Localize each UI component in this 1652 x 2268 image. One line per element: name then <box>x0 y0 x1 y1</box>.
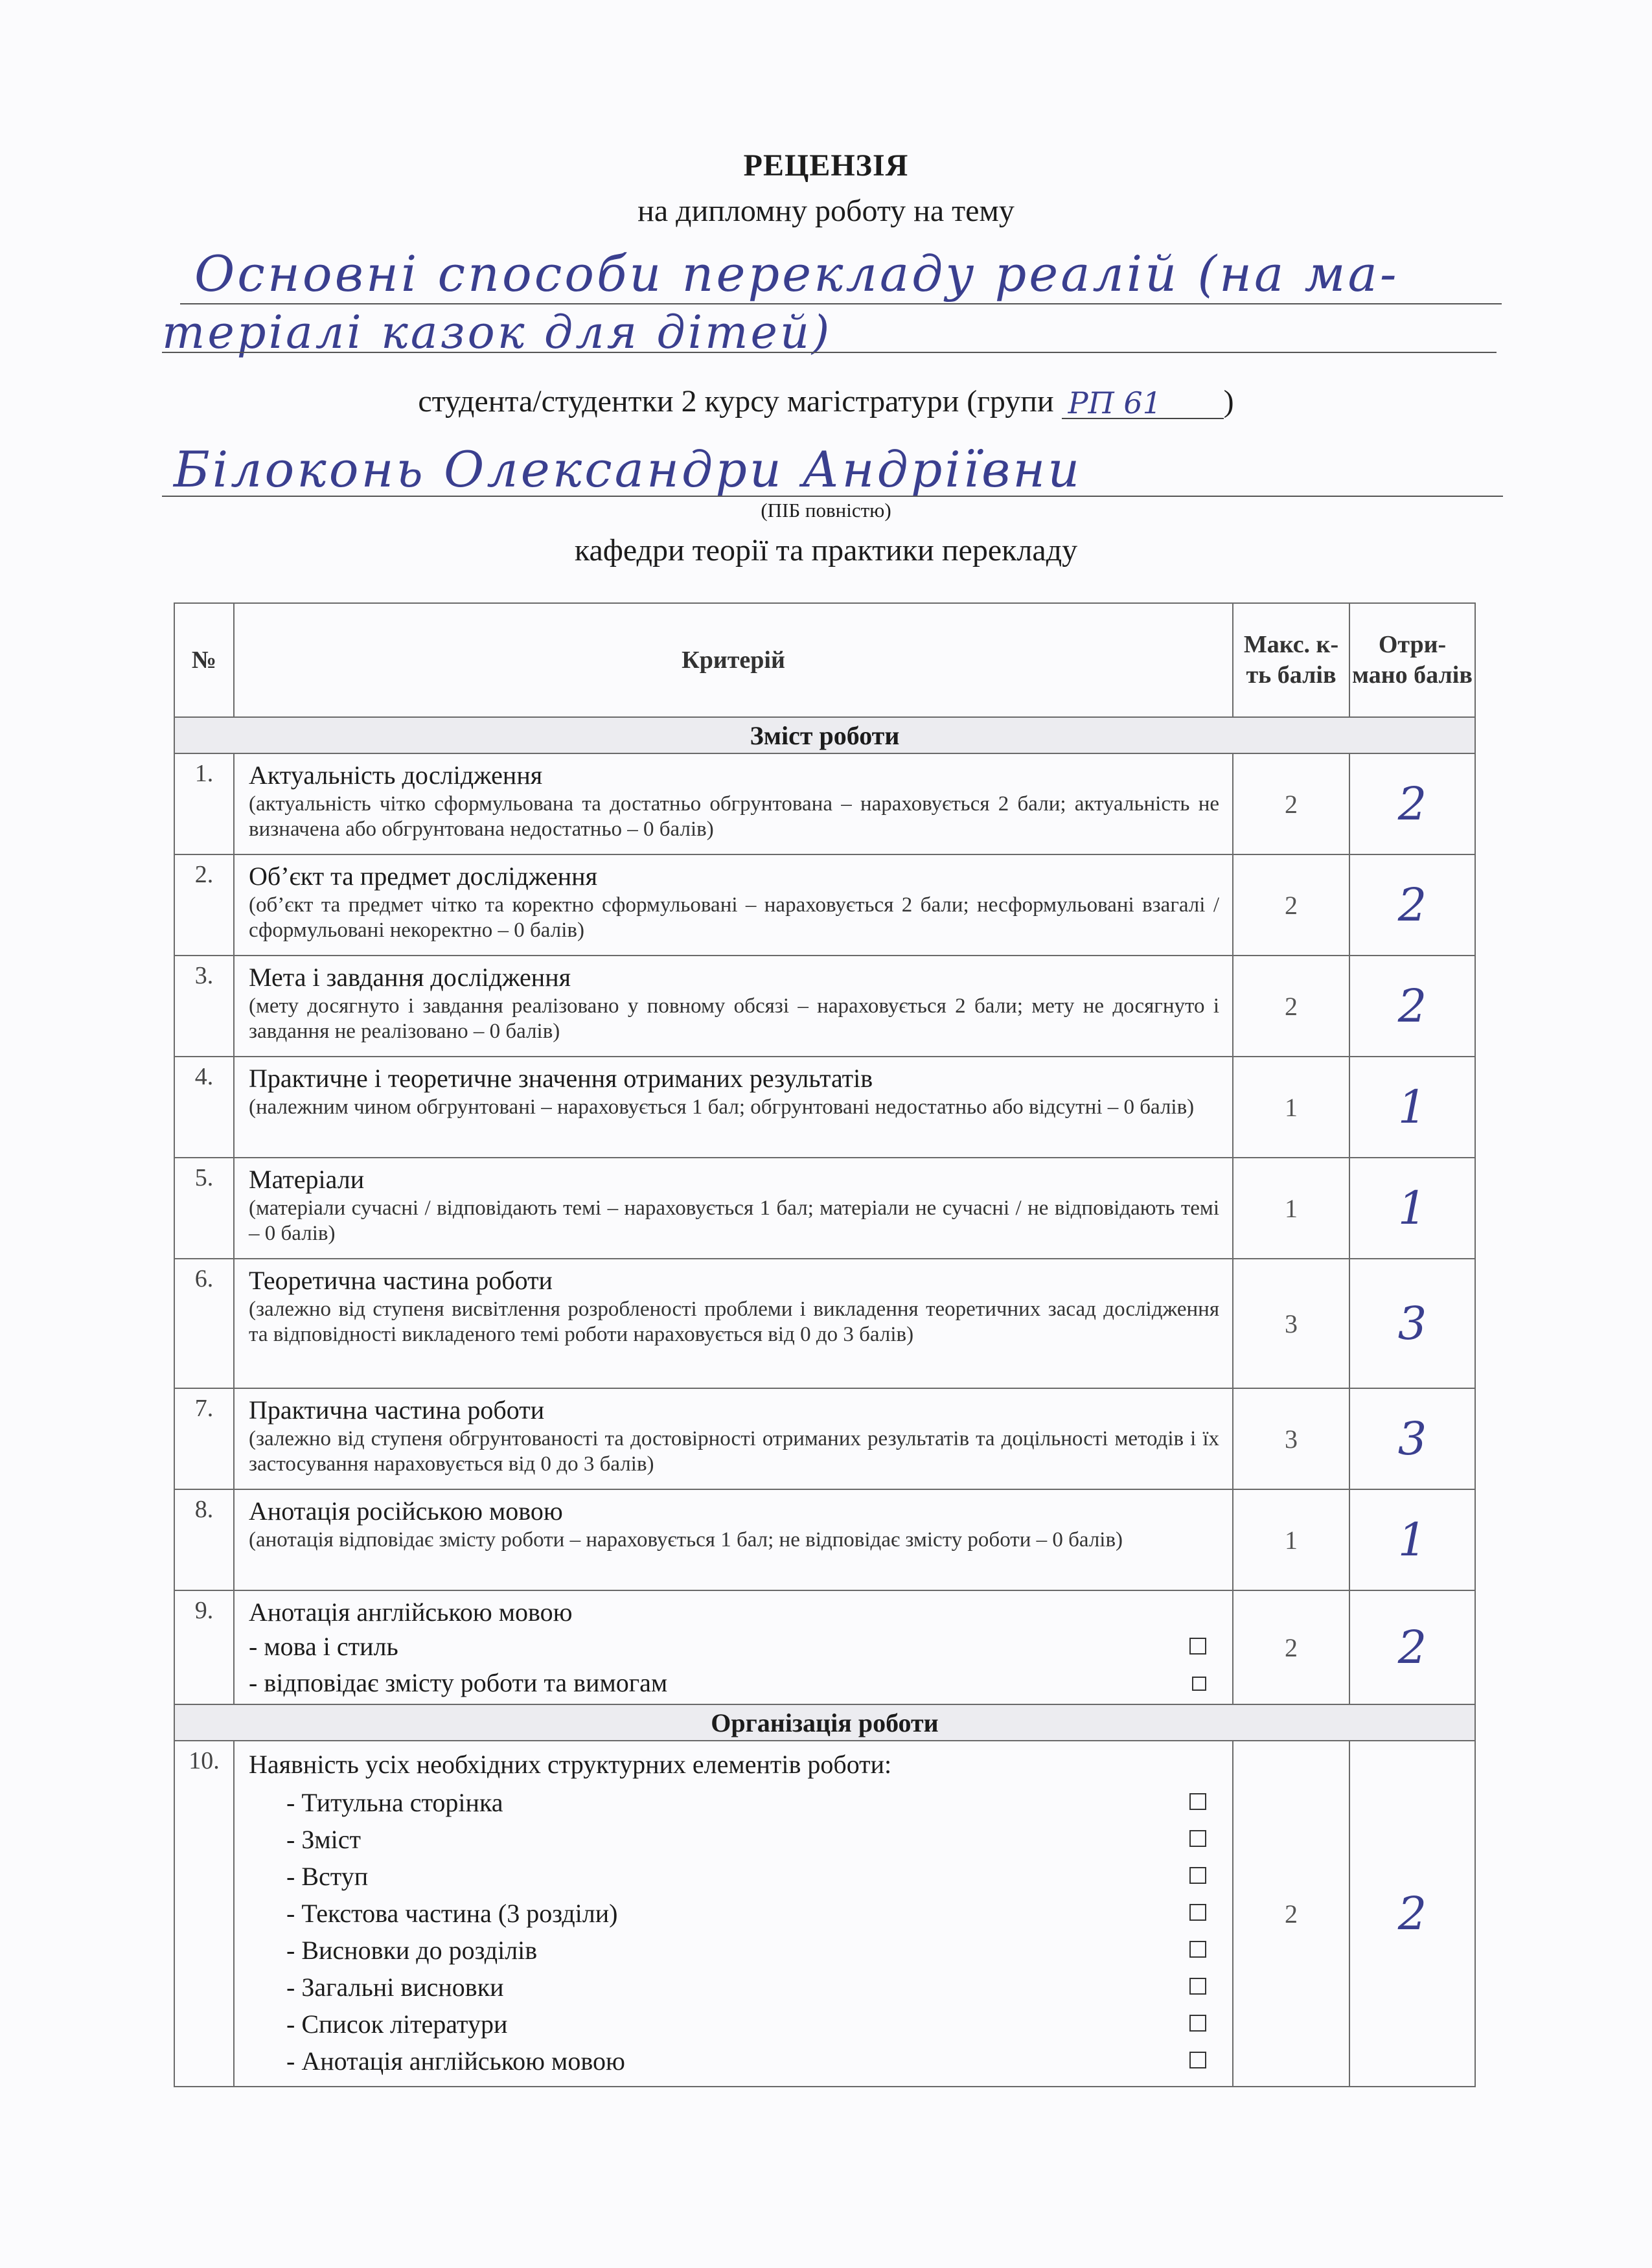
table-row <box>174 753 1475 854</box>
section-row <box>174 717 1475 753</box>
criterion-name: Практичне і теоретичне значення отриманих результатів <box>249 1064 873 1093</box>
max-score: 2 <box>1233 854 1349 956</box>
subitem-label: - мова і стиль <box>249 1632 398 1661</box>
col-num-header: № <box>174 603 234 717</box>
checkbox[interactable] <box>1189 1638 1206 1655</box>
max-score: 2 <box>1233 956 1349 1057</box>
criterion-desc: (анотація відповідає змісту роботи – нараховується 1 бал; не відповідає змісту роботи – 0 балів) <box>249 1528 1123 1552</box>
student-suffix: ) <box>1223 384 1234 418</box>
list-item <box>235 2006 1232 2043</box>
row-num: 1. <box>174 753 234 854</box>
section-content-title: Зміст роботи <box>174 717 1475 753</box>
criterion-desc: (належним чином обгрунтовані – нараховується 1 бал; обгрунтовані недостатньо або відсутні – 0 балів) <box>249 1095 1195 1119</box>
max-score: 1 <box>1233 1489 1349 1590</box>
row-num: 5. <box>174 1158 234 1259</box>
row-criterion <box>234 1489 1233 1590</box>
checkbox[interactable] <box>1189 1830 1206 1847</box>
received-score: 1 <box>1349 1057 1475 1158</box>
criterion-name: Мета і завдання дослідження <box>249 963 571 992</box>
criterion-name: Анотація російською мовою <box>249 1496 563 1526</box>
table-row <box>174 1388 1475 1489</box>
row-num: 3. <box>174 956 234 1057</box>
col-max-header: Макс. к-ть балів <box>1233 603 1349 717</box>
criterion-desc: (мету досягнуто і завдання реалізовано у повному обсязі – нараховується 2 бали; мету не досягнуто і завдання не реалізовано – 0 балів) <box>249 994 1219 1043</box>
name-underline <box>162 496 1503 497</box>
row-criterion <box>234 1741 1233 2087</box>
max-score: 1 <box>1233 1057 1349 1158</box>
group-value: РП 61 <box>1068 385 1162 420</box>
topic-underline-1 <box>180 303 1502 304</box>
row-num: 9. <box>174 1590 234 1704</box>
checkbox[interactable] <box>1189 1867 1206 1884</box>
name-caption: (ПІБ повністю) <box>761 499 891 521</box>
list-item <box>235 1932 1232 1969</box>
criterion-desc: (залежно від ступеня обгрунтованості та достовірності отриманих результатів та доцільності методів і їх застосування нараховується від 0 до 3 балів) <box>249 1427 1219 1476</box>
topic-line-2: теріалі казок для дітей) <box>162 306 832 359</box>
received-score: 3 <box>1349 1259 1475 1388</box>
received-score: 3 <box>1349 1388 1475 1489</box>
section-row <box>174 1704 1475 1741</box>
list-item-label: - Висновки до розділів <box>286 1936 538 1965</box>
document-title: РЕЦЕНЗІЯ <box>743 148 909 183</box>
row-num: 10. <box>174 1741 234 2087</box>
row-criterion <box>234 1057 1233 1158</box>
list-item-label: - Текстова частина (3 розділи) <box>286 1899 618 1928</box>
row-num: 2. <box>174 854 234 956</box>
max-score: 1 <box>1233 1158 1349 1259</box>
list-item <box>235 2043 1232 2079</box>
criterion-name: Наявність усіх необхідних структурних елементів роботи: <box>249 1750 892 1779</box>
section-organization-title: Організація роботи <box>174 1704 1475 1741</box>
criterion-name: Практична частина роботи <box>249 1395 545 1425</box>
list-item <box>235 1784 1232 1821</box>
student-prefix: студента/студентки 2 курсу магістратури (групи <box>418 384 1054 418</box>
criterion-desc: (залежно від ступеня висвітлення розробленості проблеми і викладення теоретичних засад дослідження та відповідності викладеного темі роботи нараховується від 0 до 3 балів) <box>249 1298 1219 1346</box>
criterion-desc: (матеріали сучасні / відповідають темі – нараховується 1 бал; матеріали не сучасні / не відповідають темі – 0 балів) <box>249 1197 1219 1245</box>
checkbox[interactable] <box>1189 1904 1206 1921</box>
list-item <box>235 1821 1232 1858</box>
list-item-label: - Титульна сторінка <box>286 1788 503 1817</box>
subitem <box>235 1629 1232 1665</box>
table-row <box>174 1057 1475 1158</box>
list-item-label: - Загальні висновки <box>286 1973 504 2002</box>
list-item <box>235 1895 1232 1932</box>
table-row <box>174 1158 1475 1259</box>
student-line <box>0 384 1652 419</box>
topic-underline-2 <box>162 352 1497 353</box>
checkbox[interactable] <box>1189 1941 1206 1958</box>
list-item-label: - Анотація англійською мовою <box>286 2046 625 2076</box>
list-item-label: - Вступ <box>286 1862 369 1891</box>
max-score: 2 <box>1233 753 1349 854</box>
criterion-name: Актуальність дослідження <box>249 761 543 790</box>
criteria-table <box>174 602 1476 2087</box>
list-item <box>235 1969 1232 2006</box>
received-score: 2 <box>1349 854 1475 956</box>
max-score: 3 <box>1233 1259 1349 1388</box>
received-score: 2 <box>1349 956 1475 1057</box>
col-got-header: Отри- мано балів <box>1349 603 1475 717</box>
checkbox[interactable] <box>1192 1677 1206 1691</box>
list-item <box>235 1858 1232 1895</box>
checkbox[interactable] <box>1189 2052 1206 2068</box>
received-score: 1 <box>1349 1158 1475 1259</box>
criterion-desc: (актуальність чітко сформульована та достатньо обгрунтована – нараховується 2 бали; актуальність не визначена або обгрунтована недостатньо – 0 балів) <box>249 792 1219 841</box>
max-score: 2 <box>1233 1741 1349 2087</box>
received-score: 2 <box>1349 753 1475 854</box>
document-subtitle: на дипломну роботу на тему <box>637 194 1015 228</box>
subitem-label: - відповідає змісту роботи та вимогам <box>249 1668 668 1697</box>
row-num: 6. <box>174 1259 234 1388</box>
criterion-name: Об’єкт та предмет дослідження <box>249 862 597 891</box>
col-criterion-header: Критерій <box>234 603 1233 717</box>
row-criterion <box>234 1259 1233 1388</box>
row-criterion <box>234 854 1233 956</box>
row-num: 8. <box>174 1489 234 1590</box>
checkbox[interactable] <box>1189 2015 1206 2032</box>
max-score: 3 <box>1233 1388 1349 1489</box>
table-row <box>174 1259 1475 1388</box>
row-criterion <box>234 1158 1233 1259</box>
table-header-row <box>174 603 1475 717</box>
received-score: 1 <box>1349 1489 1475 1590</box>
table-row <box>174 1489 1475 1590</box>
subitem <box>235 1665 1232 1701</box>
topic-line-1: Основні способи перекладу реалій (на ма- <box>194 245 1399 303</box>
received-score: 2 <box>1349 1741 1475 2087</box>
list-item-label: - Зміст <box>286 1825 361 1854</box>
checkbox[interactable] <box>1189 1978 1206 1995</box>
department: кафедри теорії та практики перекладу <box>574 533 1078 567</box>
received-score: 2 <box>1349 1590 1475 1704</box>
criterion-name: Матеріали <box>249 1165 365 1194</box>
row-num: 4. <box>174 1057 234 1158</box>
group-field <box>1062 385 1224 420</box>
table-row <box>174 854 1475 956</box>
row-criterion <box>234 753 1233 854</box>
max-score: 2 <box>1233 1590 1349 1704</box>
row-num: 7. <box>174 1388 234 1489</box>
checkbox[interactable] <box>1189 1793 1206 1810</box>
table-row <box>174 956 1475 1057</box>
table-row <box>174 1741 1475 2087</box>
table-row <box>174 1590 1475 1704</box>
row-criterion <box>234 1590 1233 1704</box>
criterion-desc: (об’єкт та предмет чітко та коректно сформульовані – нараховується 2 бали; несформульовані взагалі / сформульовані некоректно – 0 балів) <box>249 893 1219 942</box>
list-item-label: - Список літератури <box>286 2010 508 2039</box>
row-criterion <box>234 956 1233 1057</box>
criterion-name: Анотація англійською мовою <box>249 1598 573 1627</box>
row-criterion <box>234 1388 1233 1489</box>
student-name: Білоконь Олександри Андріївни <box>174 441 1083 498</box>
criterion-name: Теоретична частина роботи <box>249 1266 553 1295</box>
